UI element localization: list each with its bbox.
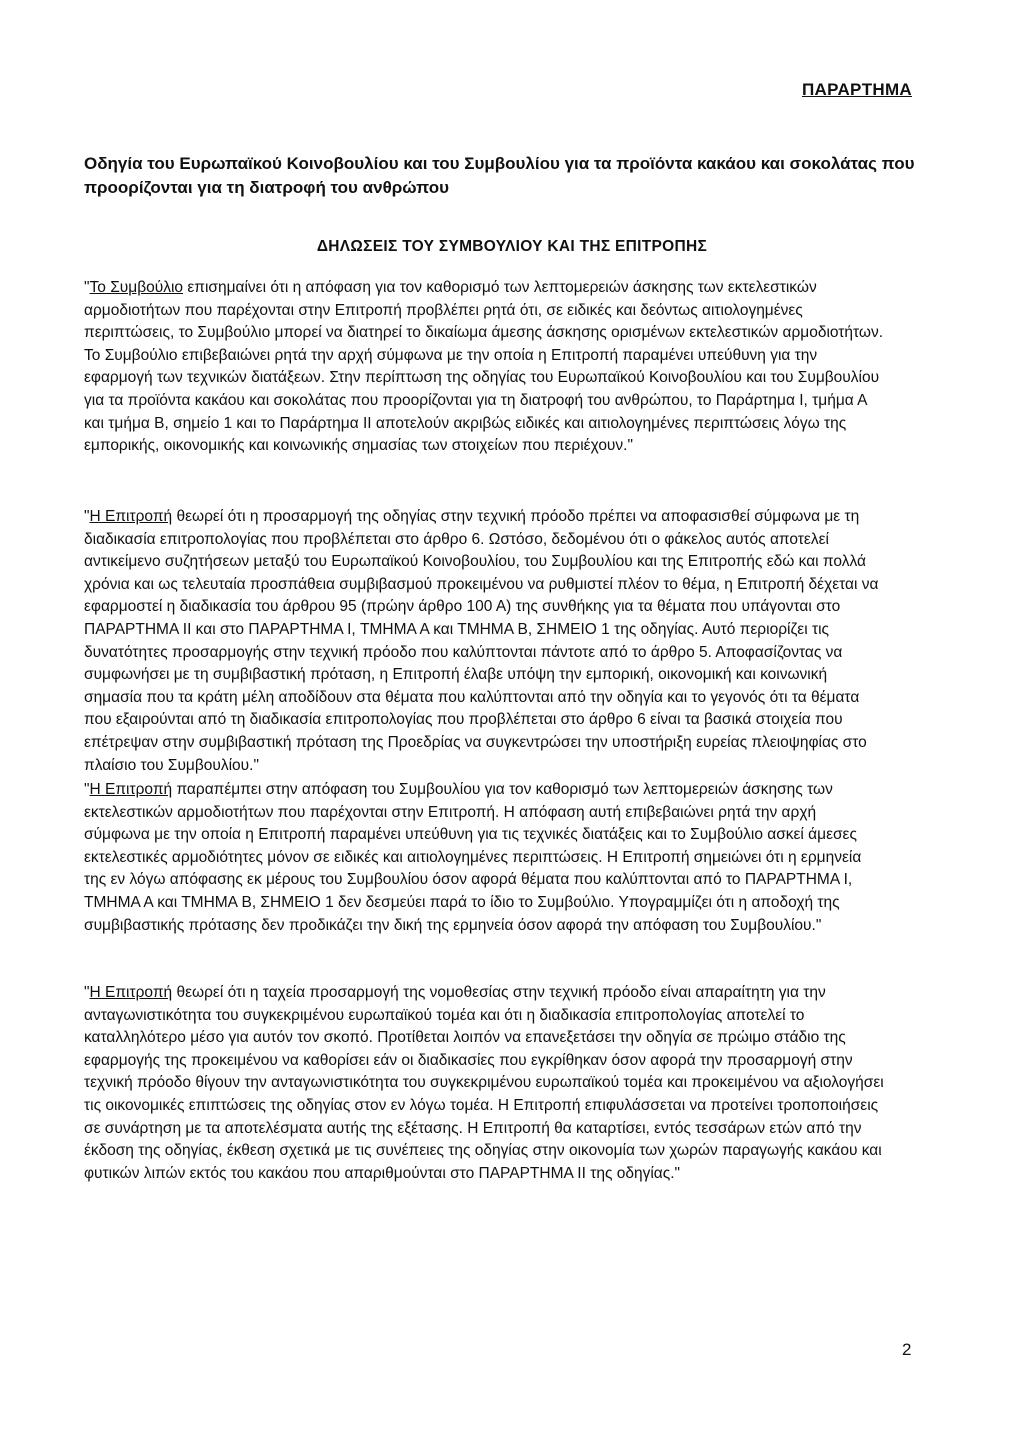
- statement-text: θεωρεί ότι η ταχεία προσαρμογή της νομοθεσίας στην τεχνική πρόοδο είναι απαραίτητη για την ανταγωνιστικότητα του συγκεκριμένου ευρωπαϊκού τομέα και ότι η διαδικασία επιτροπολογίας αποτελεί το καταλληλότερο μέσο για αυτόν τον σκοπό. Προτίθεται λοιπόν να επανεξετάσει την οδηγία σε πρώιμο στάδιο της εφαρμογής της προκειμένου να καθορίσει εάν οι διαδικασίες που εγκρίθηκαν όσον αφορά την προσαρμογή στην τεχνική πρόοδο θίγουν την ανταγωνιστικότητα του συγκεκριμένου ευρωπαϊκού τομέα και προκειμένου να αξιολογήσει τις οικονομικές επιπτώσεις της οδηγίας στον εν λόγω τομέα. Η Επιτροπή επιφυλάσσεται να προτείνει τροποποιήσεις σε συνάρτηση με τα αποτελέσματα αυτής της εξέτασης. Η Επιτροπή θα καταρτίσει, εντός τεσσάρων ετών από την έκδοση της οδηγίας, έκθεση σχετικά με τις συνέπειες της οδηγίας στην οικονομία των χωρών παραγωγής κακάου και φυτικών λιπών εκτός του κακάου που απαριθμούνται στο ΠΑΡΑΡΤΗΜΑ II της οδηγίας.": [84, 984, 884, 1182]
- document-title: Οδηγία του Ευρωπαϊκού Κοινοβουλίου και του Συμβουλίου για τα προϊόντα κακάου και σοκολάτας που προορίζονται για τη διατροφή του ανθρώπου: [84, 154, 915, 197]
- statement-commission-1: [84, 506, 884, 777]
- statement-text: παραπέμπει στην απόφαση του Συμβουλίου για τον καθορισμό των λεπτομερειών άσκησης των εκτελεστικών αρμοδιοτήτων που παρέχονται στην Επιτροπή. Η απόφαση αυτή επιβεβαιώνει ρητά την αρχή σύμφωνα με την οποία η Επιτροπή παραμένει υπεύθυνη για τις τεχνικές διατάξεις και το Συμβούλιο ασκεί άμεσες εκτελεστικές αρμοδιότητες μόνον σε ειδικές και αιτιολογημένες περιπτώσεις. Η Επιτροπή σημειώνει ότι η ερμηνεία της εν λόγω απόφασης εκ μέρους του Συμβουλίου όσον αφορά θέματα που καλύπτονται από το ΠΑΡΑΡΤΗΜΑ I, ΤΜΗΜΑ Α και ΤΜΗΜΑ Β, ΣΗΜΕΙΟ 1 δεν δεσμεύει παρά το ίδιο το Συμβούλιο. Υπογραμμίζει ότι η αποδοχή της συμβιβαστικής πρότασης δεν προδικάζει την δική της ερμηνεία όσον αφορά την απόφαση του Συμβουλίου.": [84, 781, 862, 934]
- statement-text: επισημαίνει ότι η απόφαση για τον καθορισμό των λεπτομερειών άσκησης των εκτελεστικών αρμοδιοτήτων που παρέχονται στην Επιτροπή προβλέπει ρητά ότι, σε ειδικές και δεόντως αιτιολογημένες περιπτώσεις, το Συμβούλιο μπορεί να διατηρεί το δικαίωμα άμεσης άσκησης ορισμένων εκτελεστικών αρμοδιοτήτων. Το Συμβούλιο επιβεβαιώνει ρητά την αρχή σύμφωνα με την οποία η Επιτροπή παραμένει υπεύθυνη για την εφαρμογή των τεχνικών διατάξεων. Στην περίπτωση της οδηγίας του Ευρωπαϊκού Κοινοβουλίου και του Συμβουλίου για τα προϊόντα κακάου και σοκολάτας που προορίζονται για τη διατροφή του ανθρώπου, το Παράρτημα I, τμήμα Α και τμήμα Β, σημείο 1 και το Παράρτημα II αποτελούν ακριβώς ειδικές και αιτιολογημένες περιπτώσεις λόγω της εμπορικής, οικονομικής και κοινωνικής σημασίας των στοιχείων που περιέχουν.": [84, 279, 884, 455]
- quote-open: ": [84, 781, 90, 798]
- statement-commission-2: [84, 779, 884, 937]
- statement-council: [84, 277, 884, 458]
- quote-open: ": [84, 984, 90, 1001]
- statement-subject: Το Συμβούλιο: [89, 279, 184, 296]
- page-number: 2: [902, 1340, 912, 1359]
- statement-subject: Η Επιτροπή: [89, 984, 173, 1001]
- statement-text: θεωρεί ότι η προσαρμογή της οδηγίας στην τεχνική πρόοδο πρέπει να αποφασισθεί σύμφωνα με τη διαδικασία επιτροπολογίας που προβλέπεται στο άρθρο 6. Ωστόσο, δεδομένου ότι ο φάκελος αυτός αποτελεί αντικείμενο συζητήσεων μεταξύ του Ευρωπαϊκού Κοινοβουλίου, του Συμβουλίου και της Επιτροπής εδώ και πολλά χρόνια και ως τελευταία προσπάθεια συμβιβασμού προκειμένου να ρυθμιστεί πλέον το θέμα, η Επιτροπή δέχεται να εφαρμοστεί η διαδικασία του άρθρου 95 (πρώην άρθρο 100 Α) της συνθήκης για τα θέματα που υπάγονται στο ΠΑΡΑΡΤΗΜΑ II και στο ΠΑΡΑΡΤΗΜΑ I, ΤΜΗΜΑ Α και ΤΜΗΜΑ Β, ΣΗΜΕΙΟ 1 της οδηγίας. Αυτό περιορίζει τις δυνατότητες προσαρμογής στην τεχνική πρόοδο που καλύπτονται πάντοτε από το άρθρο 5. Αποφασίζοντας να συμφωνήσει με τη συμβιβαστική πρόταση, η Επιτροπή έλαβε υπόψη την εμπορική, οικονομική και κοινωνική σημασία που τα κράτη μέλη αποδίδουν στα θέματα που καλύπτονται από την οδηγία και το γεγονός ότι τα θέματα που εξαιρούνται από τη διαδικασία επιτροπολογίας που προβλέπεται στο άρθρο 6 είναι τα βασικά στοιχεία που επέτρεψαν στην συμβιβαστική πρόταση της Προεδρίας να συγκεντρώσει την υποστήριξη ευρείας πλειοψηφίας στο πλαίσιο του Συμβουλίου.": [84, 508, 879, 774]
- quote-open: ": [84, 279, 90, 296]
- statement-commission-3: [84, 982, 884, 1185]
- annex-heading: ΠΑΡΑΡΤΗΜΑ: [801, 80, 912, 99]
- section-heading: ΔΗΛΩΣΕΙΣ ΤΟΥ ΣΥΜΒΟΥΛΙΟΥ ΚΑΙ ΤΗΣ ΕΠΙΤΡΟΠΗΣ: [316, 238, 708, 255]
- statement-subject: Η Επιτροπή: [89, 508, 173, 525]
- quote-open: ": [84, 508, 90, 525]
- statement-subject: Η Επιτροπή: [89, 781, 173, 798]
